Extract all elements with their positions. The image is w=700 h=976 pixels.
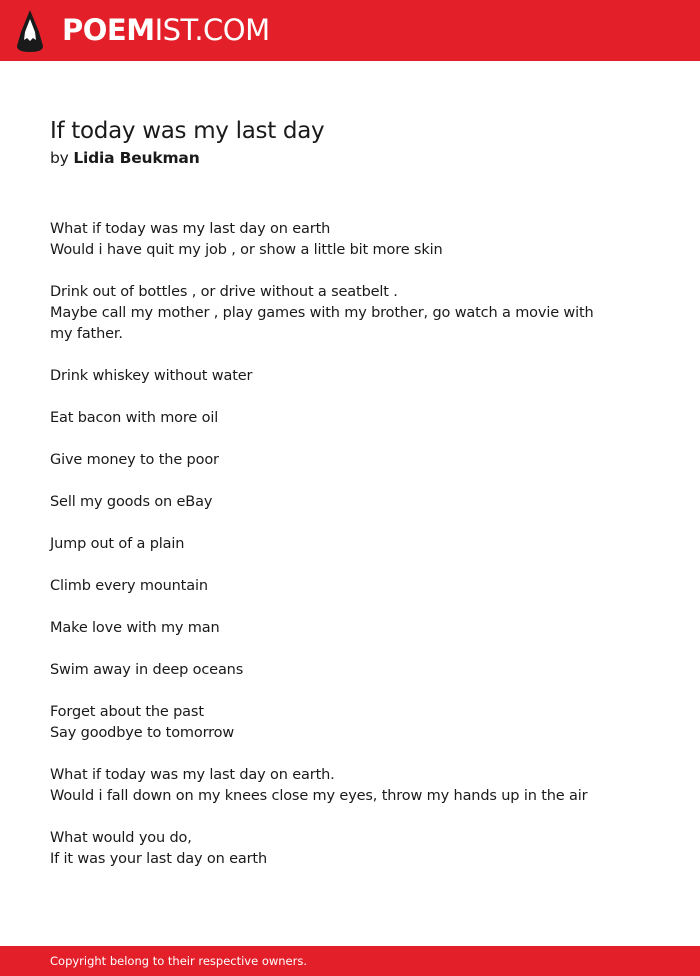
poem-stanza <box>50 534 620 555</box>
poem-line: Jump out of a plain <box>50 536 185 552</box>
site-header <box>0 0 700 61</box>
poem-stanza <box>50 765 620 807</box>
poem-line: Would i have quit my job , or show a little bit more skin <box>50 242 443 258</box>
logo-text-bold: POEM <box>62 13 155 47</box>
poem-line: What would you do, <box>50 830 192 846</box>
poem-line: If it was your last day on earth <box>50 851 267 867</box>
poem-line: Sell my goods on eBay <box>50 494 213 510</box>
poem-line: Forget about the past <box>50 704 204 720</box>
poem-line: Say goodbye to tomorrow <box>50 725 235 741</box>
poem-stanza <box>50 492 620 513</box>
by-label: by <box>50 149 69 167</box>
poem-body <box>50 219 620 891</box>
site-logo[interactable] <box>62 12 270 48</box>
poem-line: Eat bacon with more oil <box>50 410 219 426</box>
poem-stanza <box>50 828 620 870</box>
poem-line: Make love with my man <box>50 620 220 636</box>
poem-stanza <box>50 282 620 345</box>
poem-stanza <box>50 618 620 639</box>
poem-line: Would i fall down on my knees close my eyes, throw my hands up in the air <box>50 788 588 804</box>
poem-author: Lidia Beukman <box>73 149 200 167</box>
poem-stanza <box>50 702 620 744</box>
poem-line: Give money to the poor <box>50 452 219 468</box>
poem-stanza <box>50 660 620 681</box>
pen-nib-icon <box>17 10 43 52</box>
poem-line: Drink out of bottles , or drive without a seatbelt . <box>50 284 398 300</box>
logo-text-light: IST.COM <box>154 13 270 47</box>
poem-line: Climb every mountain <box>50 578 208 594</box>
poem-line: Drink whiskey without water <box>50 368 253 384</box>
poem-stanza <box>50 450 620 471</box>
poem-line: What if today was my last day on earth. <box>50 767 335 783</box>
site-footer <box>0 946 700 976</box>
poem-title: If today was my last day <box>50 118 325 144</box>
copyright-text: Copyright belong to their respective owners. <box>50 954 308 968</box>
poem-stanza <box>50 408 620 429</box>
poem-stanza <box>50 219 620 261</box>
poem-line: Maybe call my mother , play games with my brother, go watch a movie with my father. <box>50 305 594 342</box>
poem-line: Swim away in deep oceans <box>50 662 244 678</box>
poem-line: What if today was my last day on earth <box>50 221 331 237</box>
poem-byline <box>50 148 200 168</box>
poem-stanza <box>50 366 620 387</box>
poem-stanza <box>50 576 620 597</box>
